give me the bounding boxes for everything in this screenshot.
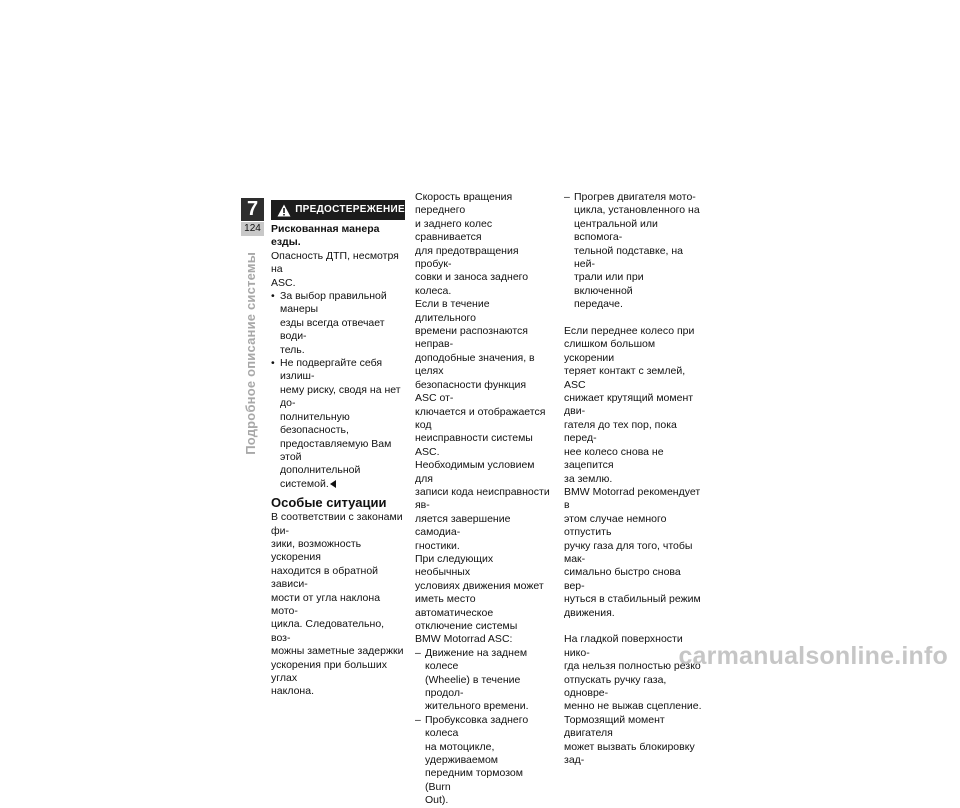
body-line: Если в течение длительного xyxy=(415,298,490,324)
body-line: ключается и отображается код xyxy=(415,405,546,431)
dash-line: передаче. xyxy=(574,298,623,311)
section-line: мости от угла наклона мото- xyxy=(271,591,381,617)
body-line: отключение системы xyxy=(415,620,518,632)
body-line: гда нельзя полностью резко xyxy=(564,660,701,673)
body-line: гностики. xyxy=(415,539,460,552)
body-line: записи кода неисправности яв- xyxy=(415,485,550,512)
body-line: BMW Motorrad рекомендует в xyxy=(564,485,701,512)
body-line: движения. xyxy=(564,606,615,619)
dash-line: на мотоцикле, удерживаемом xyxy=(425,740,499,767)
body-line: ручку газа для того, чтобы мак- xyxy=(564,539,693,565)
chapter-number: 7 xyxy=(241,198,264,221)
body-line: доподобные значения, в целях xyxy=(415,351,535,378)
dash-line: Пробуксовка заднего колеса xyxy=(425,713,529,740)
section-heading: Особые ситуации xyxy=(271,495,387,511)
bullet-icon: • xyxy=(271,290,275,303)
body-line: за землю. xyxy=(564,472,613,485)
body-line: для предотвращения пробук- xyxy=(415,244,519,271)
bullet-line: За выбор правильной манеры xyxy=(280,290,387,316)
body-line: неисправности системы ASC. xyxy=(415,432,533,458)
body-line: времени распознаются неправ- xyxy=(415,325,528,351)
body-line: снижает крутящий момент дви- xyxy=(564,392,694,418)
section-line: ускорения при больших углах xyxy=(271,658,387,684)
column-right xyxy=(564,191,704,767)
dash-icon: – xyxy=(415,646,421,659)
body-line: иметь место автоматическое xyxy=(415,593,494,619)
warning-line: ASC. xyxy=(271,276,296,289)
dash-line: центральной или вспомога- xyxy=(574,217,658,244)
warning-banner xyxy=(271,200,405,220)
paragraph-spacer xyxy=(564,312,704,325)
body-line: Тормозящий момент двигателя xyxy=(564,713,665,740)
dash-item xyxy=(415,714,550,808)
body-line: безопасности функция ASC от- xyxy=(415,378,527,405)
warning-title: ПРЕДОСТЕРЕЖЕНИЕ xyxy=(295,204,405,216)
body-line: При следующих необычных xyxy=(415,552,494,579)
body-line: отпускать ручку газа, одновре- xyxy=(564,673,667,699)
warning-bullet xyxy=(271,290,405,357)
bullet-line: нему риску, сводя на нет до- xyxy=(280,383,401,410)
bullet-line: Не подвергайте себя излиш- xyxy=(280,357,383,383)
dash-line: Out). xyxy=(425,794,449,807)
column-middle xyxy=(415,191,550,808)
dash-line: тельной подставке, на ней- xyxy=(574,244,684,271)
dash-line: цикла, установленного на xyxy=(574,204,700,217)
warning-bullet xyxy=(271,357,405,491)
body-line: На гладкой поверхности нико- xyxy=(564,633,683,659)
dash-icon: – xyxy=(415,713,421,726)
bullet-line xyxy=(280,464,405,491)
body-line: теряет контакт с землей, ASC xyxy=(564,365,686,391)
body-line: нее колесо снова не зацепится xyxy=(564,445,664,472)
dash-line: трали или при включенной xyxy=(574,271,644,297)
body-line: Если переднее колесо при xyxy=(564,325,695,338)
body-line: и заднего колес сравнивается xyxy=(415,217,493,244)
body-line: менно не выжав сцепление. xyxy=(564,700,702,713)
bullet-line: полнительную безопасность, xyxy=(280,410,350,437)
section-line: наклона. xyxy=(271,685,314,698)
bullet-line-text: дополнительной системой. xyxy=(280,464,361,490)
body-line: может вызвать блокировку зад- xyxy=(564,740,695,767)
bullet-icon: • xyxy=(271,357,275,370)
section-line: находится в обратной зависи- xyxy=(271,564,379,591)
bullet-line: предоставляемую Вам этой xyxy=(280,437,392,463)
dash-item xyxy=(564,191,704,312)
body-line: гателя до тех пор, пока перед- xyxy=(564,418,677,445)
dash-line: жительного времени. xyxy=(425,700,529,713)
end-of-warning-icon xyxy=(330,480,336,488)
dash-line: Прогрев двигателя мото- xyxy=(574,191,696,203)
section-line: можны заметные задержки xyxy=(271,645,404,658)
body-line: ляется завершение самодиа- xyxy=(415,512,511,539)
warning-line: Опасность ДТП, несмотря на xyxy=(271,249,399,276)
body-line: условиях движения может xyxy=(415,579,544,592)
dash-item xyxy=(415,647,550,714)
body-line: Необходимым условием для xyxy=(415,459,535,485)
body-line: BMW Motorrad ASC: xyxy=(415,633,513,646)
dash-line: (Wheelie) в течение продол- xyxy=(425,673,521,700)
body-line: симально быстро снова вер- xyxy=(564,566,681,592)
warning-subtitle: Рискованная манера езды. xyxy=(271,223,380,249)
body-line: Скорость вращения переднего xyxy=(415,191,513,217)
body-line: нуться в стабильный режим xyxy=(564,593,701,606)
dash-line: передним тормозом (Burn xyxy=(425,767,523,793)
page-number: 124 xyxy=(241,222,264,236)
warning-triangle-icon xyxy=(277,200,291,220)
section-line: цикла. Следовательно, воз- xyxy=(271,618,385,644)
paragraph-spacer xyxy=(564,620,704,633)
section-line: зики, возможность ускорения xyxy=(271,537,362,564)
watermark: carmanualsonline.info xyxy=(678,642,948,670)
body-line: совки и заноса заднего колеса. xyxy=(415,271,529,297)
dash-icon: – xyxy=(564,191,570,203)
section-title-vertical-wrap xyxy=(243,240,263,455)
bullet-line: тель. xyxy=(280,343,305,356)
dash-line: Движение на заднем колесе xyxy=(425,646,528,673)
section-title-vertical: Подробное описание системы xyxy=(243,252,258,455)
body-line: этом случае немного отпустить xyxy=(564,512,667,539)
bullet-line: езды всегда отвечает води- xyxy=(280,316,385,343)
body-line: слишком большом ускорении xyxy=(564,338,656,364)
column-left xyxy=(271,200,405,699)
section-line: В соответствии с законами фи- xyxy=(271,511,403,537)
